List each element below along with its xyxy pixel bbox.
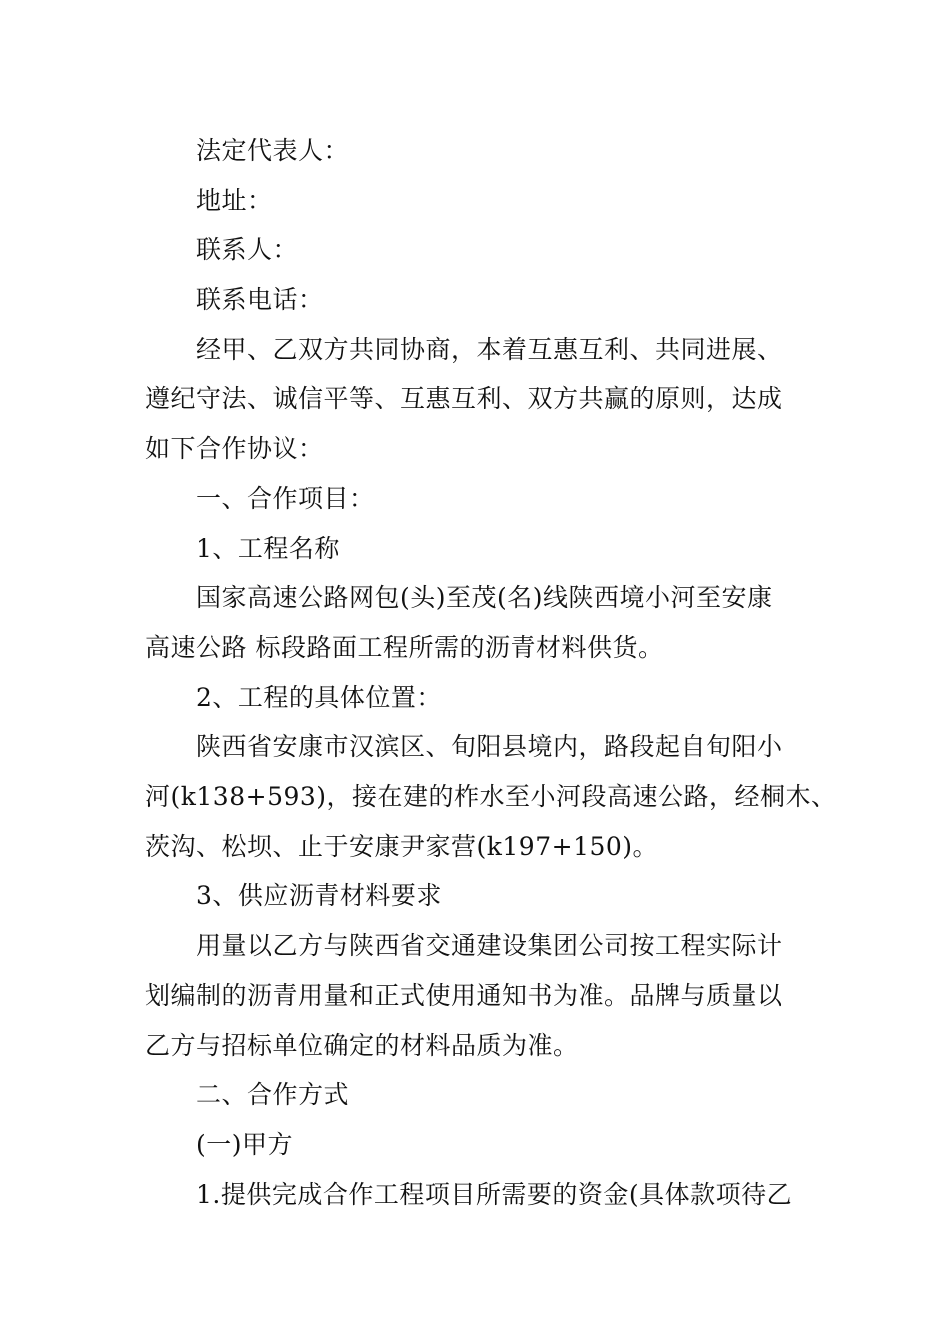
project-name-line-2: 高速公路 标段路面工程所需的沥青材料供货。 — [145, 633, 664, 662]
location-line-2: 河(k138+593)，接在建的柞水至小河段高速公路，经桐木、 — [145, 782, 837, 811]
address-label: 地址： — [196, 186, 273, 215]
location-line-1: 陕西省安康市汉滨区、旬阳县境内，路段起自旬阳小 — [196, 732, 783, 761]
section-heading-cooperation-method: 二、合作方式 — [196, 1080, 350, 1109]
section-heading-cooperation-project: 一、合作项目： — [196, 484, 375, 513]
item-heading-material-requirements: 3、供应沥青材料要求 — [196, 881, 442, 910]
party-a-item-1: 1.提供完成合作工程项目所需要的资金(具体款项待乙 — [196, 1180, 793, 1209]
preamble-line-3: 如下合作协议： — [145, 434, 324, 463]
preamble-line-2: 遵纪守法、诚信平等、互惠互利、双方共赢的原则，达成 — [145, 384, 783, 413]
requirements-line-2: 划编制的沥青用量和正式使用通知书为准。品牌与质量以 — [145, 981, 783, 1010]
contact-person-label: 联系人： — [196, 235, 299, 264]
requirements-line-1: 用量以乙方与陕西省交通建设集团公司按工程实际计 — [196, 931, 783, 960]
project-name-line-1: 国家高速公路网包(头)至茂(名)线陕西境小河至安康 — [196, 583, 773, 612]
subsection-heading-party-a: (一)甲方 — [196, 1130, 294, 1159]
requirements-line-3: 乙方与招标单位确定的材料品质为准。 — [145, 1031, 579, 1060]
contact-phone-label: 联系电话： — [196, 285, 324, 314]
legal-representative-label: 法定代表人： — [196, 136, 350, 165]
item-heading-project-location: 2、工程的具体位置： — [196, 683, 442, 712]
location-line-3: 茨沟、松坝、止于安康尹家营(k197+150)。 — [145, 832, 659, 861]
preamble-line-1: 经甲、乙双方共同协商，本着互惠互利、共同进展、 — [196, 335, 783, 364]
item-heading-project-name: 1、工程名称 — [196, 534, 340, 563]
